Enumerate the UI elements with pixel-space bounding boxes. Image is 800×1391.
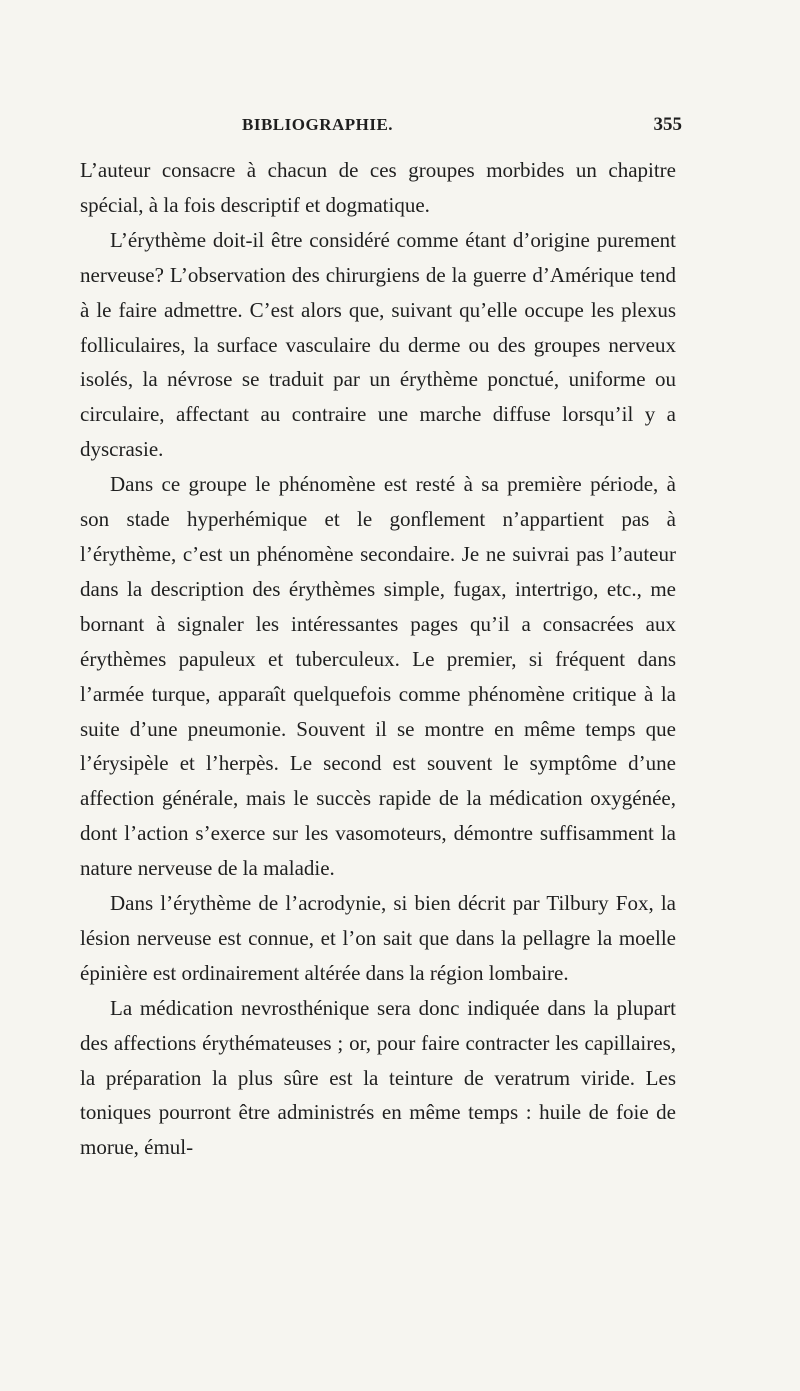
paragraph: Dans l’érythème de l’acrodynie, si bien décrit par Tilbury Fox, la lésion nerveuse est connue, et l’on sait que dans la pellagre la moelle épinière est ordinairement altérée dans la région lombaire. — [80, 891, 676, 985]
paragraph: La médication nevrosthénique sera donc indiquée dans la plupart des affections érythémateuses ; or, pour faire contracter les capillaires, la préparation la plus sûre est la teinture de veratrum viride. Les toniques pourront être administrés en même temps : huile de foie de morue, émul- — [80, 995, 676, 1160]
page-number: 355 — [653, 114, 682, 135]
header-title: BIBLIOGRAPHIE. — [242, 115, 394, 134]
paragraph: L’auteur consacre à chacun de ces groupes morbides un chapitre spécial, à la fois descriptif et dogmatique. — [80, 158, 676, 217]
body-text — [80, 153, 676, 1165]
paragraph: Dans ce groupe le phénomène est resté à sa première période, à son stade hyperhémique et le gonflement n’appartient pas à l’érythème, c’est un phénomène secondaire. Je ne suivrai pas l’auteur dans la description des érythèmes simple, fugax, intertrigo, etc., me bornant à signaler les intéressantes pages qu’il a consacrées aux érythèmes papuleux et tuberculeux. Le premier, si fréquent dans l’armée turque, apparaît quelquefois comme phénomène critique à la suite d’une pneumonie. Souvent il se montre en même temps que l’érysipèle et l’herpès. Le second est souvent le symptôme d’une affection générale, mais le succès rapide de la médication oxygénée, dont l’action s’exerce sur les vasomoteurs, démontre suffisamment la nature nerveuse de la maladie. — [80, 472, 676, 881]
paragraph: L’érythème doit-il être considéré comme étant d’origine purement nerveuse? L’observation des chirurgiens de la guerre d’Amérique tend à le faire admettre. C’est alors que, suivant qu’elle occupe les plexus folliculaires, la surface vasculaire du derme ou des groupes nerveux isolés, la névrose se traduit par un érythème ponctué, uniforme ou circulaire, affectant au contraire une marche diffuse lorsqu’il y a dyscrasie. — [80, 227, 676, 462]
running-head — [80, 115, 680, 141]
